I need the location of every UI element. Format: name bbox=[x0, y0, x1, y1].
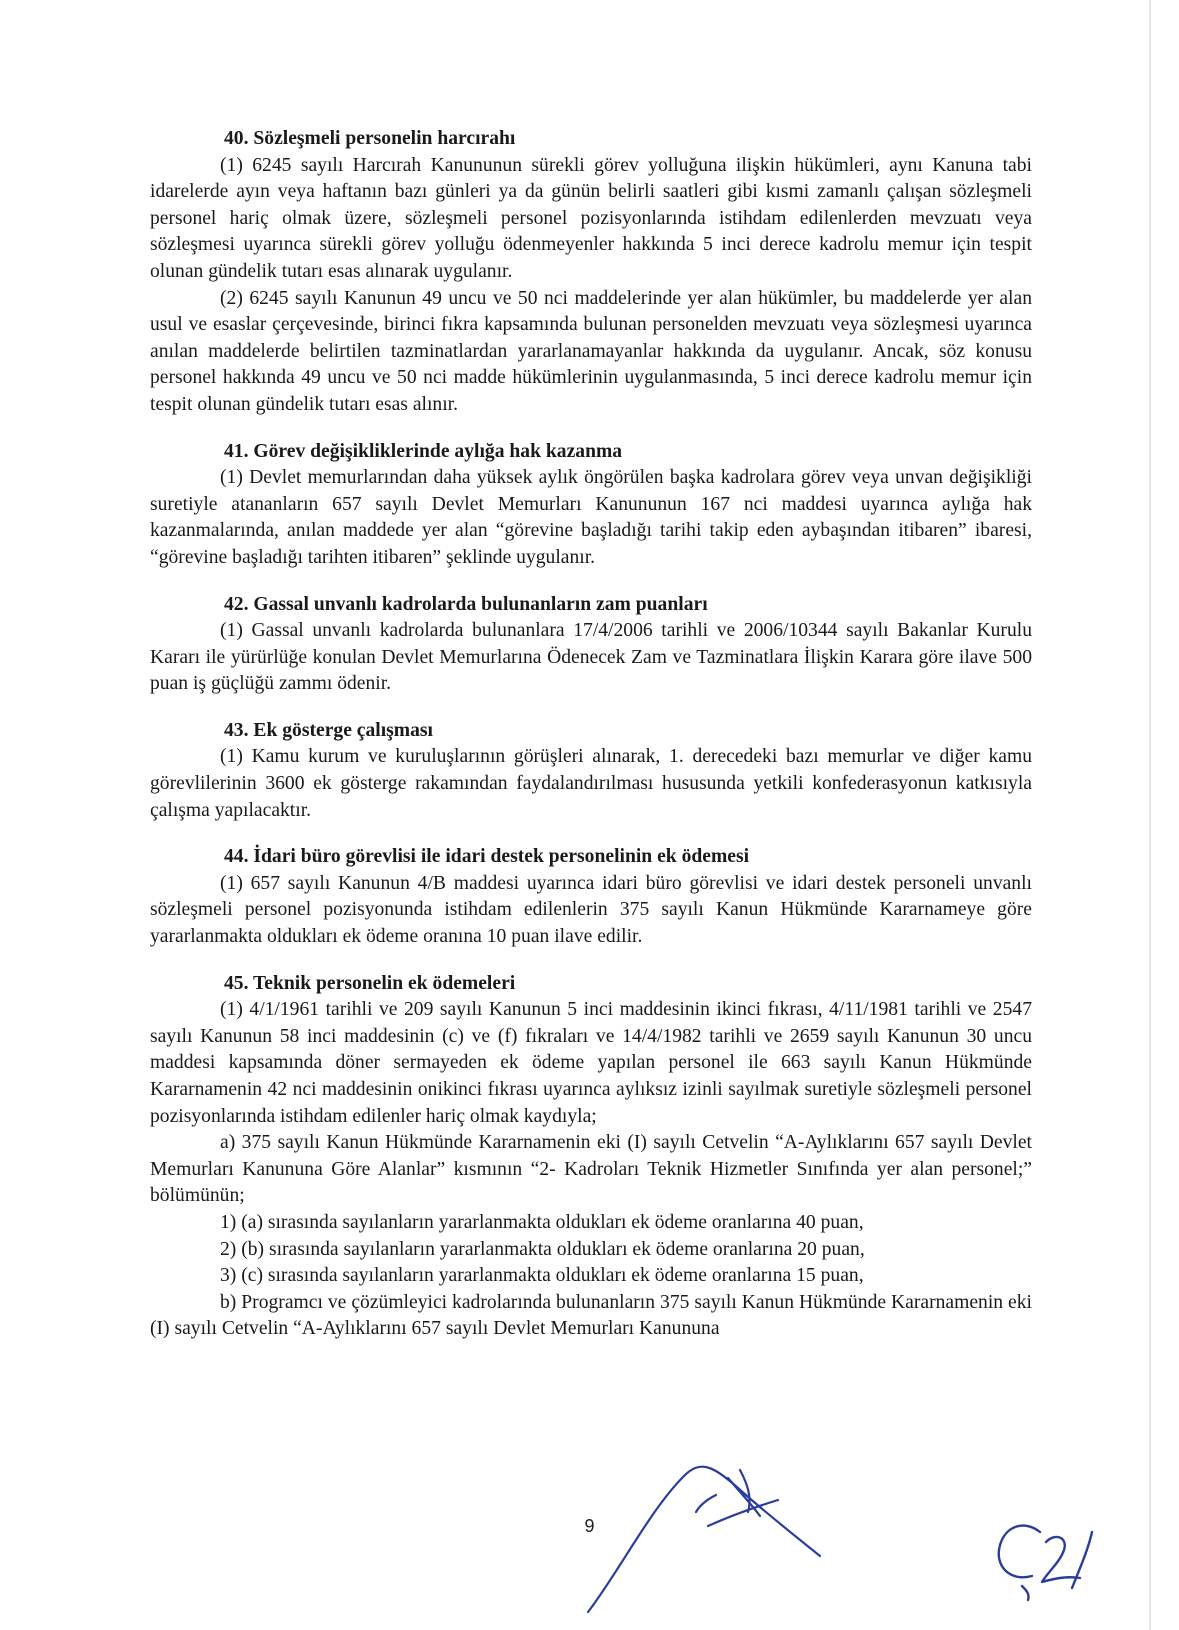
section-41-paragraph-1: (1) Devlet memurlarından daha yüksek aylık öngörülen başka kadrolara görev veya unvan değişikliği suretiyle atananların 657 sayılı Devlet Memurları Kanununun 167 nci maddesi uyarınca aylığa hak kazanmalarında, anılan maddede yer alan “görevine başladığı tarihi takip eden aybaşından itibaren” ibaresi, “görevine başladığı tarihten itibaren” şeklinde uygulanır. bbox=[150, 467, 1032, 568]
section-44-paragraph-1: (1) 657 sayılı Kanunun 4/B maddesi uyarınca idari büro görevlisi ve idari destek personeli unvanlı sözleşmeli personel pozisyonunda istihdam edilenlerin 375 sayılı Kanun Hükmünde Kararnameye göre yararlanmakta oldukları ek ödeme oranına 10 puan ilave edilir. bbox=[150, 872, 1032, 948]
section-45-item-1: 1) (a) sırasında sayılanların yararlanmakta oldukları ek ödeme oranlarına 40 puan, bbox=[220, 1211, 864, 1233]
document-body bbox=[150, 126, 1032, 1343]
section-40-heading: 40. Sözleşmeli personelin harcırahı bbox=[224, 128, 516, 149]
section-45-item-b: b) Programcı ve çözümleyici kadrolarında bulunanların 375 sayılı Kanun Hükmünde Kararnamenin eki (I) sayılı Cetvelin “A-Aylıklarını 657 sayılı Devlet Memurları Kanununa bbox=[150, 1291, 1032, 1340]
section-43-heading: 43. Ek gösterge çalışması bbox=[224, 719, 433, 741]
section-43-paragraph-1: (1) Kamu kurum ve kuruluşlarının görüşleri alınarak, 1. derecedeki bazı memurlar ve diğer kamu görevlilerinin 3600 ek gösterge rakamından faydalandırılması hususunda yetkili konfederasyonun katkısıyla çalışma yapılacaktır. bbox=[150, 746, 1032, 821]
section-45-item-3: 3) (c) sırasında sayılanların yararlanmakta oldukları ek ödeme oranlarına 15 puan, bbox=[220, 1265, 864, 1287]
signature-icon bbox=[588, 1467, 820, 1612]
section-45-item-2: 2) (b) sırasında sayılanların yararlanmakta oldukları ek ödeme oranlarına 20 puan, bbox=[220, 1238, 865, 1260]
section-45-heading: 45. Teknik personelin ek ödemeleri bbox=[224, 972, 516, 994]
section-45-paragraph-1: (1) 4/1/1961 tarihli ve 209 sayılı Kanunun 5 inci maddesinin ikinci fıkrası, 4/11/1981 tarihli ve 2547 sayılı Kanunun 58 inci maddesinin (c) ve (f) fıkraları ve 14/4/1982 tarihli ve 2659 sayılı Kanunun 30 uncu maddesi kapsamında döner sermayeden ek ödeme yapılan personel ile 663 sayılı Kanun Hükmünde Kararnamenin 42 nci maddesinin onikinci fıkrası uyarınca aylıksız izinli sayılmak suretiyle sözleşmeli personel pozisyonlarında istihdam edilenler hariç olmak kaydıyla; bbox=[150, 999, 1032, 1127]
section-45-item-a: a) 375 sayılı Kanun Hükmünde Kararnamenin eki (I) sayılı Cetvelin “A-Aylıklarını 657 sayılı Devlet Memurları Kanununa Göre Alanlar” kısmının “2- Kadroları Teknik Hizmetler Sınıfında yer alan personel;” bölümünün; bbox=[150, 1132, 1032, 1207]
section-44-heading: 44. İdari büro görevlisi ile idari destek personelinin ek ödemesi bbox=[224, 846, 750, 868]
page-edge-line bbox=[1149, 0, 1151, 1630]
section-42-paragraph-1: (1) Gassal unvanlı kadrolarda bulunanlara 17/4/2006 tarihli ve 2006/10344 sayılı Bakanlar Kurulu Kararı ile yürürlüğe konulan Devlet Memurlarına Ödenecek Zam ve Tazminatlara İlişkin Karara göre ilave 500 puan iş güçlüğü zammı ödenir. bbox=[150, 620, 1032, 695]
section-42-heading: 42. Gassal unvanlı kadrolarda bulunanların zam puanları bbox=[224, 593, 708, 615]
page-number: 9 bbox=[584, 1516, 595, 1536]
section-41-heading: 41. Görev değişikliklerinde aylığa hak kazanma bbox=[224, 440, 623, 462]
section-40-paragraph-2: (2) 6245 sayılı Kanunun 49 uncu ve 50 nci maddelerinde yer alan hükümler, bu maddelerde yer alan usul ve esaslar çerçevesinde, birinci fıkra kapsamında bulunan personelden mevzuatı veya sözleşmesi uyarınca anılan maddelerde belirtilen tazminatlardan yararlanamayanlar hakkında da uygulanır. Ancak, söz konusu personel hakkında 49 uncu ve 50 nci madde hükümlerinin uygulanmasında, 5 inci derece kadrolu memur için tespit olunan gündelik tutarı esas alınır. bbox=[150, 287, 1032, 415]
section-40-paragraph-1: (1) 6245 sayılı Harcırah Kanununun sürekli görev yolluğuna ilişkin hükümleri, aynı Kanuna tabi idarelerde ayın veya haftanın bazı günleri ya da günün belirli saatleri gibi kısmi zamanlı çalışan sözleşmeli personel hariç olmak üzere, sözleşmeli personel pozisyonlarında istihdam edilenlerden mevzuatı veya sözleşmesi uyarınca sürekli görev yolluğu ödenmeyenler hakkında 5 inci derece kadrolu memur için tespit olunan gündelik tutarı esas alınarak uygulanır. bbox=[150, 154, 1032, 282]
